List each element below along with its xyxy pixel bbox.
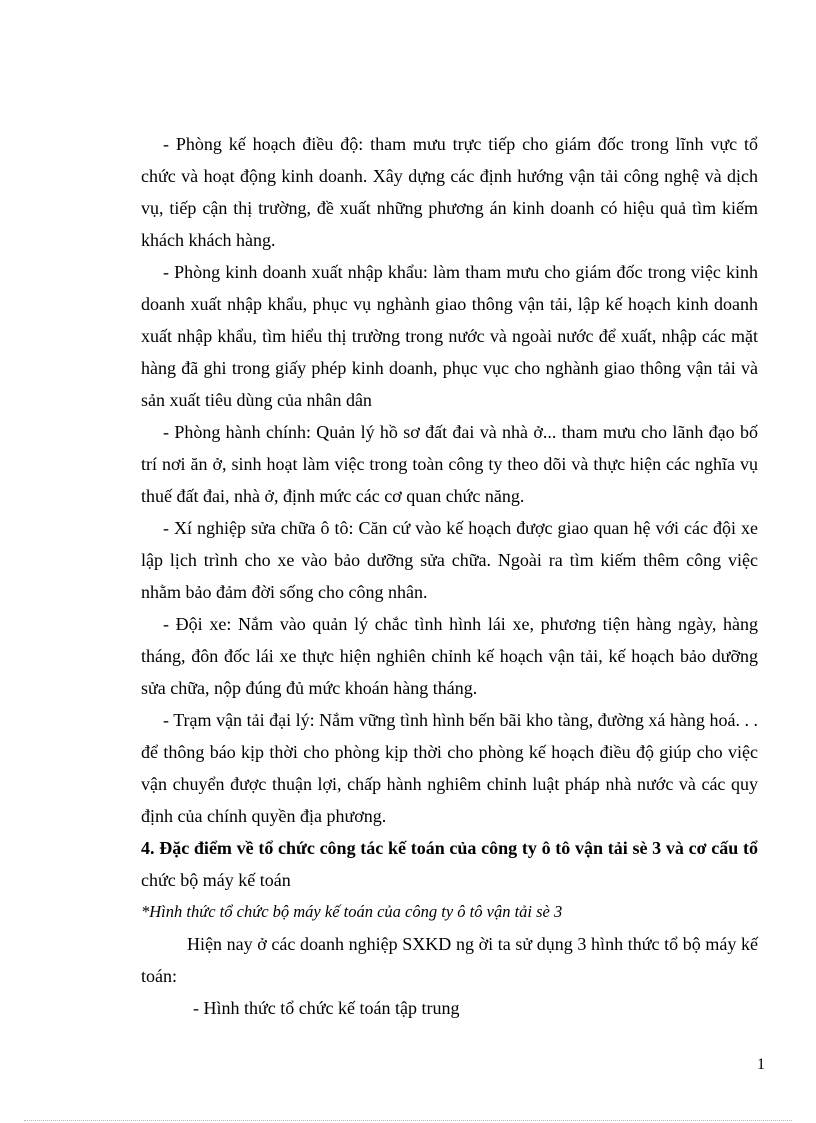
paragraph-ke-hoach-dieu-do: - Phòng kế hoạch điều độ: tham mưu trực tiếp cho giám đốc trong lĩnh vực tổ chức và hoạt động kinh doanh. Xây dựng các định hướng vận tải công nghệ và dịch vụ, tiếp cận thị trường, đề xuất những phương án kinh doanh có hiệu quả tìm kiếm khách khách hàng. — [141, 134, 758, 250]
list-item-tap-trung: - Hình thức tổ chức kế toán tập trung — [193, 998, 460, 1018]
section-heading — [141, 832, 758, 896]
paragraph-kinh-doanh-xnk: - Phòng kinh doanh xuất nhập khẩu: làm tham mưu cho giám đốc trong việc kinh doanh xuất nhập khẩu, phục vụ nghành giao thông vận tải, lập kế hoạch kinh doanh xuất nhập khẩu, tìm hiểu thị trường trong nước và ngoài nước để xuất, nhập các mặt hàng đã ghi trong giấy phép kinh doanh, phục vục cho nghành giao thông vận tải và sản xuất tiêu dùng của nhân dân — [141, 262, 758, 410]
paragraph-hanh-chinh: - Phòng hành chính: Quản lý hồ sơ đất đai và nhà ở... tham mưu cho lãnh đạo bố trí nơi ăn ở, sinh hoạt làm việc trong toàn công ty theo dõi và thực hiện các nghĩa vụ thuế đất đai, nhà ở, định mức các cơ quan chức năng. — [141, 422, 758, 506]
section-heading-bold: 4. Đặc điểm về tổ chức công tác kế toán của công ty ô tô vận tải sè 3 và cơ cấu tổ — [141, 838, 758, 858]
paragraph-xi-nghiep-sua-chua: - Xí nghiệp sửa chữa ô tô: Căn cứ vào kế hoạch được giao quan hệ với các đội xe lập lịch trình cho xe vào bảo dưỡng sửa chữa. Ngoài ra tìm kiếm thêm công việc nhằm bảo đảm đời sống cho công nhân. — [141, 518, 758, 602]
paragraph-doi-xe: - Đội xe: Nắm vào quản lý chắc tình hình lái xe, phương tiện hàng ngày, hàng tháng, đôn đốc lái xe thực hiện nghiên chỉnh kế hoạch vận tải, kế hoạch bảo dưỡng sửa chữa, nộp đúng đủ mức khoán hàng tháng. — [141, 614, 758, 698]
section-heading-rest: chức bộ máy kế toán — [141, 870, 291, 890]
page-number: 1 — [757, 1056, 765, 1073]
italic-subheading: *Hình thức tổ chức bộ máy kế toán của công ty ô tô vận tải sè 3 — [141, 902, 563, 921]
intro-paragraph: Hiện nay ở các doanh nghiệp SXKD ng ời ta sử dụng 3 hình thức tổ bộ máy kế toán: — [141, 934, 758, 986]
page-body — [141, 128, 758, 1024]
paragraph-tram-van-tai: - Trạm vận tải đại lý: Nắm vững tình hình bến bãi kho tàng, đường xá hàng hoá. . . để thông báo kịp thời cho phòng kịp thời cho phòng kế hoạch điều độ giúp cho việc vận chuyển được thuận lợi, chấp hành nghiêm chỉnh luật pháp nhà nước và các quy định của chính quyền địa phương. — [141, 710, 758, 826]
page-bottom-divider — [24, 1120, 792, 1121]
